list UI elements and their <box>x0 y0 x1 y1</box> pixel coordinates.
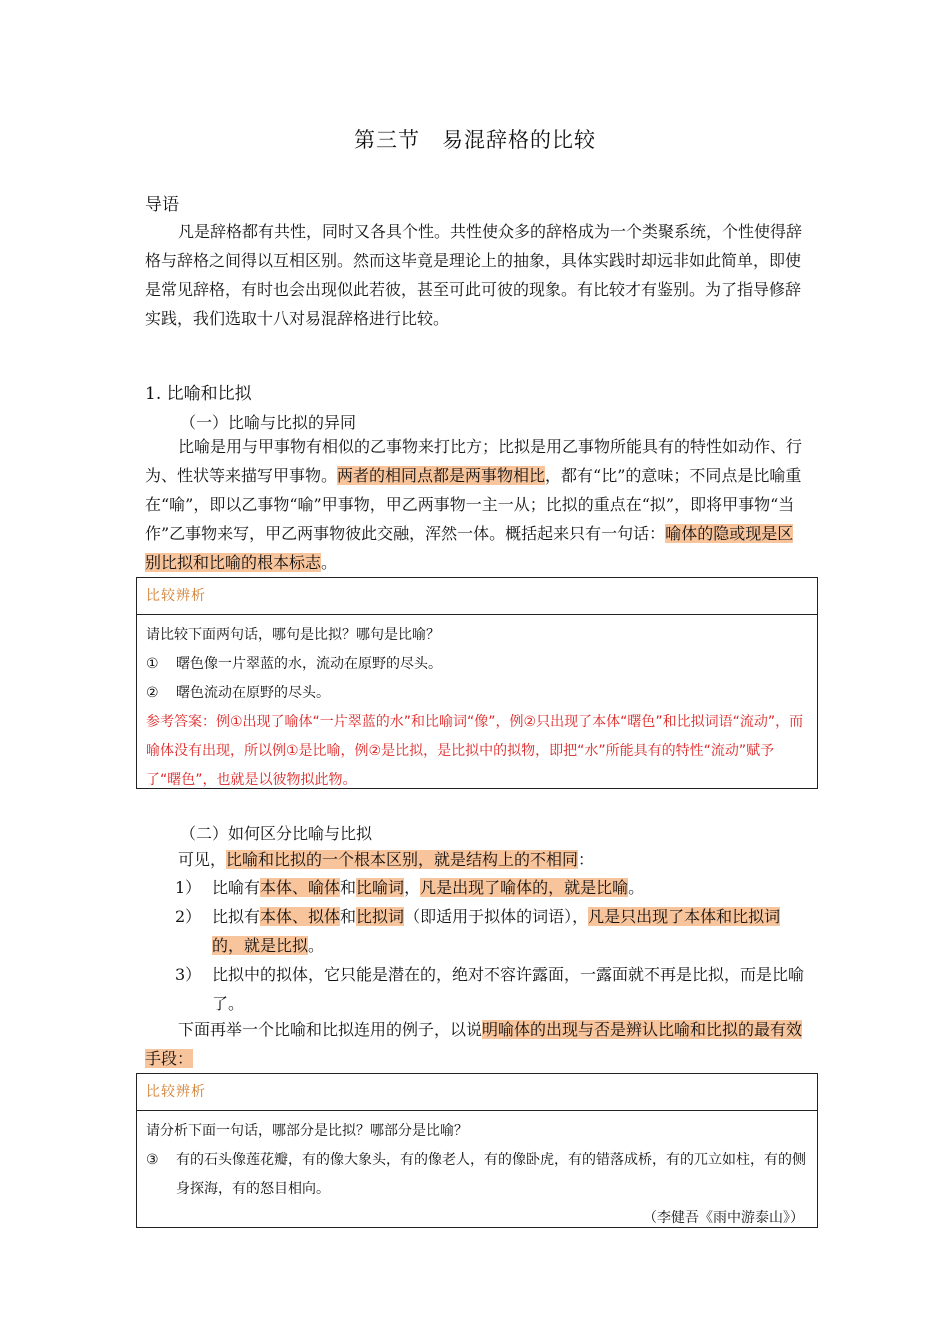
subsection-heading-1: （一）比喻与比拟的异同 <box>180 413 357 432</box>
example-marker: ② <box>146 685 159 701</box>
example-1 <box>146 650 808 679</box>
analysis-box-2 <box>136 1073 818 1228</box>
highlight-common-point: 两者的相同点都是两事物相比 <box>337 466 546 485</box>
list-item <box>145 902 808 960</box>
box-body <box>137 615 817 801</box>
reference-answer: 参考答案：例①出现了喻体“一片翠蓝的水”和比喻词“像”，例②只出现了本体“曙色”和比拟词语“流动”，而喻体没有出现，所以例①是比喻，例②是比拟，是比拟中的拟物，即把“水”所能具有的特性“流动”赋予了“曙色”，也就是以彼物拟此物。 <box>146 714 804 788</box>
list-highlight: 本体、拟体 <box>260 907 341 926</box>
list-text: （即适用于拟体的词语）， <box>404 907 589 926</box>
paragraph-text: ，都有“比”的意味；不同点是比喻重在“喻”，即以乙事物“喻”甲事物，甲乙两事物一主一从；比拟的重点在“拟”，即将甲事物“当作”乙事物来写，甲乙两事物彼此交融，浑然一体。概括起来只有一句话： <box>145 466 802 543</box>
list-text: 比喻有 <box>212 878 261 897</box>
list-highlight: 比拟词 <box>356 907 405 926</box>
paragraph-text: 比喻是用与甲事物有相似的乙事物来打比方；比拟是用乙事物所能具有的特性如动作、行为、性状等来描写甲事物。 <box>145 437 803 485</box>
intro-paragraph: 凡是辞格都有共性，同时又各具个性。共性使众多的辞格成为一个类聚系统，个性使得辞格与辞格之间得以互相区别。然而这毕竟是理论上的抽象，具体实践时却远非如此简单，即使是常见辞格，有时也会出现似此若彼，甚至可此可彼的现象。有比较才有鉴别。为了指导修辞实践，我们选取十八对易混辞格进行比较。 <box>145 222 803 328</box>
highlight-structure-difference: 比喻和比拟的一个根本区别，就是结构上的不相同 <box>226 850 579 869</box>
example-marker: ③ <box>146 1152 159 1168</box>
highlight-effective-method: 明喻体的出现与否是辨认比喻和比拟的最有效手段： <box>145 1020 803 1068</box>
box-question: 请比较下面两句话，哪句是比拟？哪句是比喻？ <box>146 627 440 643</box>
analysis-box-1 <box>136 577 818 789</box>
example-text: 曙色流动在原野的尽头。 <box>176 685 330 701</box>
list-item <box>145 960 808 1018</box>
citation: （李健吾《雨中游泰山》） <box>643 1210 804 1226</box>
box-header: 比较辨析 <box>137 1074 817 1111</box>
list-text: 比拟有 <box>212 907 261 926</box>
subsection-heading-2: （二）如何区分比喻与比拟 <box>180 824 373 843</box>
example-intro-paragraph <box>145 1015 808 1073</box>
box-header: 比较辨析 <box>137 578 817 615</box>
example-3 <box>146 1146 808 1204</box>
example-text: 有的石头像莲花瓣，有的像大象头，有的像老人，有的像卧虎，有的错落成桥，有的兀立如柱，有的侧身探海，有的怒目相向。 <box>176 1152 806 1197</box>
example-2 <box>146 679 808 708</box>
paragraph-text: ： <box>578 850 595 869</box>
example-text: 曙色像一片翠蓝的水，流动在原野的尽头。 <box>176 656 442 672</box>
paragraph-text: 。 <box>321 553 338 572</box>
page-title: 第三节 易混辞格的比较 <box>354 128 596 152</box>
structure-paragraph <box>145 845 808 874</box>
list-text: ， <box>404 878 421 897</box>
list-text: 和 <box>340 878 357 897</box>
list-number: 3） <box>175 965 202 984</box>
example-marker: ① <box>146 656 159 672</box>
list-highlight: 凡是出现了喻体的，就是比喻 <box>420 878 629 897</box>
list-highlight: 比喻词 <box>356 878 405 897</box>
list-highlight: 本体、喻体 <box>260 878 341 897</box>
list-text: 比拟中的拟体，它只能是潜在的，绝对不容许露面，一露面就不再是比拟，而是比喻了。 <box>212 965 805 1013</box>
box-body <box>137 1111 817 1239</box>
comparison-paragraph <box>145 432 808 577</box>
section-heading: 1. 比喻和比拟 <box>145 384 252 404</box>
list-text: 和 <box>340 907 357 926</box>
criteria-list <box>145 873 808 1018</box>
paragraph-text: 下面再举一个比喻和比拟连用的例子，以说 <box>178 1020 483 1039</box>
list-number: 1） <box>175 878 202 897</box>
list-text: 。 <box>628 878 645 897</box>
box-question: 请分析下面一句话，哪部分是比拟？哪部分是比喻？ <box>146 1123 468 1139</box>
list-item <box>145 873 808 902</box>
paragraph-text: 可见， <box>178 850 227 869</box>
highlight-key-criterion: 喻体的隐或现是区别比拟和比喻的根本标志 <box>145 524 794 572</box>
list-number: 2） <box>175 907 202 926</box>
list-highlight: 凡是只出现了本体和比拟词的，就是比拟 <box>212 907 781 955</box>
intro-heading: 导语 <box>145 195 179 215</box>
list-text: 。 <box>308 936 325 955</box>
